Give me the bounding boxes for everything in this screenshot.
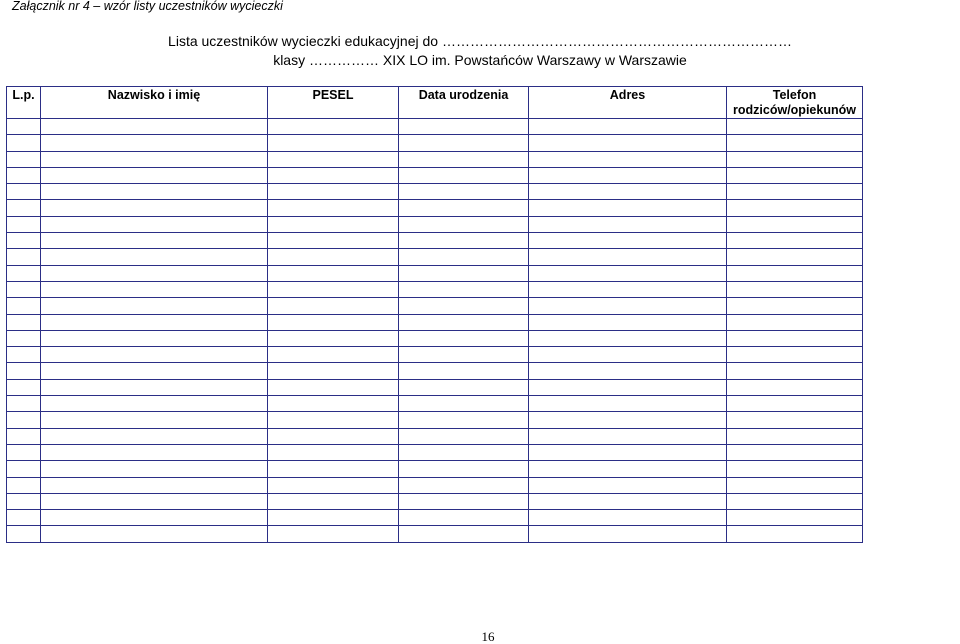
- table-row: [7, 216, 863, 232]
- table-cell[interactable]: [41, 265, 268, 281]
- table-header-row: [7, 87, 863, 119]
- table-cell[interactable]: [529, 347, 727, 363]
- table-cell[interactable]: [41, 493, 268, 509]
- table-cell[interactable]: [529, 216, 727, 232]
- table-cell[interactable]: [529, 396, 727, 412]
- table-cell[interactable]: [399, 233, 529, 249]
- table-cell[interactable]: [7, 233, 41, 249]
- table-cell[interactable]: [727, 428, 863, 444]
- table-cell[interactable]: [41, 200, 268, 216]
- table-cell[interactable]: [529, 135, 727, 151]
- table-cell[interactable]: [7, 265, 41, 281]
- table-row: [7, 298, 863, 314]
- table-cell[interactable]: [41, 396, 268, 412]
- table-row: [7, 314, 863, 330]
- table-cell[interactable]: [268, 167, 399, 183]
- participants-table: [6, 86, 863, 543]
- column-header-birth-date: Data urodzenia: [399, 87, 529, 119]
- table-cell[interactable]: [399, 493, 529, 509]
- table-cell[interactable]: [41, 233, 268, 249]
- table-cell[interactable]: [268, 184, 399, 200]
- table-cell[interactable]: [7, 314, 41, 330]
- table-cell[interactable]: [727, 233, 863, 249]
- table-cell[interactable]: [41, 347, 268, 363]
- table-cell[interactable]: [268, 526, 399, 542]
- column-header-parents-phone: Telefon rodziców/opiekunów: [727, 87, 863, 119]
- table-cell[interactable]: [41, 216, 268, 232]
- table-cell[interactable]: [41, 249, 268, 265]
- table-cell[interactable]: [727, 330, 863, 346]
- table-cell[interactable]: [41, 477, 268, 493]
- table-cell[interactable]: [727, 412, 863, 428]
- table-cell[interactable]: [727, 444, 863, 460]
- table-cell[interactable]: [529, 233, 727, 249]
- table-cell[interactable]: [727, 249, 863, 265]
- table-row: [7, 461, 863, 477]
- table-cell[interactable]: [268, 461, 399, 477]
- table-cell[interactable]: [41, 135, 268, 151]
- table-cell[interactable]: [399, 200, 529, 216]
- table-cell[interactable]: [399, 379, 529, 395]
- table-cell[interactable]: [529, 477, 727, 493]
- table-row: [7, 477, 863, 493]
- table-cell[interactable]: [41, 510, 268, 526]
- table-cell[interactable]: [727, 363, 863, 379]
- table-cell[interactable]: [7, 444, 41, 460]
- table-row: [7, 119, 863, 135]
- table-cell[interactable]: [7, 281, 41, 297]
- table-cell[interactable]: [7, 363, 41, 379]
- table-cell[interactable]: [7, 461, 41, 477]
- table-cell[interactable]: [727, 461, 863, 477]
- table-cell[interactable]: [268, 396, 399, 412]
- table-cell[interactable]: [268, 493, 399, 509]
- table-row: [7, 510, 863, 526]
- table-row: [7, 396, 863, 412]
- table-cell[interactable]: [7, 184, 41, 200]
- table-row: [7, 493, 863, 509]
- table-row: [7, 330, 863, 346]
- table-cell[interactable]: [399, 526, 529, 542]
- table-cell[interactable]: [529, 444, 727, 460]
- table-cell[interactable]: [268, 200, 399, 216]
- table-row: [7, 200, 863, 216]
- table-cell[interactable]: [529, 330, 727, 346]
- table-cell[interactable]: [399, 216, 529, 232]
- table-cell[interactable]: [727, 493, 863, 509]
- table-cell[interactable]: [727, 151, 863, 167]
- table-cell[interactable]: [399, 461, 529, 477]
- table-cell[interactable]: [7, 249, 41, 265]
- table-row: [7, 526, 863, 542]
- table-cell[interactable]: [41, 281, 268, 297]
- table-cell[interactable]: [529, 184, 727, 200]
- table-cell[interactable]: [529, 314, 727, 330]
- table-cell[interactable]: [268, 347, 399, 363]
- table-cell[interactable]: [41, 314, 268, 330]
- table-cell[interactable]: [399, 477, 529, 493]
- table-cell[interactable]: [41, 151, 268, 167]
- table-cell[interactable]: [41, 412, 268, 428]
- table-cell[interactable]: [41, 330, 268, 346]
- table-cell[interactable]: [399, 428, 529, 444]
- table-row: [7, 151, 863, 167]
- table-cell[interactable]: [268, 314, 399, 330]
- table-cell[interactable]: [268, 135, 399, 151]
- table-cell[interactable]: [268, 119, 399, 135]
- table-row: [7, 167, 863, 183]
- class-school-line: klasy …………… XIX LO im. Powstańców Warszawy w Warszawie: [273, 52, 687, 68]
- table-row: [7, 135, 863, 151]
- table-row: [7, 233, 863, 249]
- table-cell[interactable]: [7, 510, 41, 526]
- table-cell[interactable]: [529, 265, 727, 281]
- table-cell[interactable]: [7, 330, 41, 346]
- table-cell[interactable]: [529, 298, 727, 314]
- table-cell[interactable]: [7, 200, 41, 216]
- column-header-name: Nazwisko i imię: [41, 87, 268, 119]
- table-cell[interactable]: [41, 526, 268, 542]
- page-number: 16: [481, 629, 495, 644]
- table-cell[interactable]: [399, 119, 529, 135]
- table-cell[interactable]: [268, 281, 399, 297]
- column-header-pesel: PESEL: [268, 87, 399, 119]
- table-cell[interactable]: [727, 314, 863, 330]
- table-cell[interactable]: [399, 330, 529, 346]
- table-body: [7, 119, 863, 543]
- table-cell[interactable]: [268, 151, 399, 167]
- table-cell[interactable]: [268, 510, 399, 526]
- table-row: [7, 379, 863, 395]
- table-cell[interactable]: [7, 428, 41, 444]
- table-cell[interactable]: [399, 444, 529, 460]
- table-cell[interactable]: [399, 314, 529, 330]
- table-cell[interactable]: [529, 119, 727, 135]
- table-cell[interactable]: [727, 347, 863, 363]
- table-cell[interactable]: [268, 444, 399, 460]
- table-cell[interactable]: [41, 428, 268, 444]
- table-cell[interactable]: [727, 216, 863, 232]
- table-cell[interactable]: [268, 412, 399, 428]
- list-title: Lista uczestników wycieczki edukacyjnej do …………………………………………………………………: [168, 33, 792, 49]
- table-row: [7, 249, 863, 265]
- table-cell[interactable]: [399, 412, 529, 428]
- table-cell[interactable]: [727, 526, 863, 542]
- table-cell[interactable]: [727, 184, 863, 200]
- table-cell[interactable]: [399, 363, 529, 379]
- table-cell[interactable]: [268, 249, 399, 265]
- table-cell[interactable]: [41, 167, 268, 183]
- table-cell[interactable]: [7, 396, 41, 412]
- table-cell[interactable]: [529, 428, 727, 444]
- table-cell[interactable]: [41, 379, 268, 395]
- table-cell[interactable]: [529, 412, 727, 428]
- table-cell[interactable]: [7, 412, 41, 428]
- table-cell[interactable]: [41, 363, 268, 379]
- table-cell[interactable]: [7, 379, 41, 395]
- table-cell[interactable]: [268, 379, 399, 395]
- table-cell[interactable]: [399, 184, 529, 200]
- table-cell[interactable]: [529, 167, 727, 183]
- table-cell[interactable]: [7, 526, 41, 542]
- table-cell[interactable]: [529, 249, 727, 265]
- table-cell[interactable]: [529, 363, 727, 379]
- table-cell[interactable]: [399, 167, 529, 183]
- table-cell[interactable]: [7, 135, 41, 151]
- table-cell[interactable]: [7, 493, 41, 509]
- table-cell[interactable]: [268, 363, 399, 379]
- table-row: [7, 265, 863, 281]
- table-cell[interactable]: [7, 216, 41, 232]
- table-cell[interactable]: [727, 477, 863, 493]
- table-cell[interactable]: [268, 265, 399, 281]
- table-cell[interactable]: [399, 281, 529, 297]
- table-cell[interactable]: [529, 493, 727, 509]
- table-cell[interactable]: [41, 298, 268, 314]
- table-cell[interactable]: [41, 184, 268, 200]
- table-cell[interactable]: [268, 298, 399, 314]
- table-cell[interactable]: [7, 119, 41, 135]
- table-cell[interactable]: [7, 477, 41, 493]
- table-cell[interactable]: [529, 461, 727, 477]
- table-cell[interactable]: [399, 265, 529, 281]
- table-cell[interactable]: [727, 167, 863, 183]
- table-cell[interactable]: [399, 151, 529, 167]
- table-cell[interactable]: [268, 330, 399, 346]
- table-cell[interactable]: [399, 135, 529, 151]
- table-cell[interactable]: [7, 298, 41, 314]
- attachment-label: Załącznik nr 4 – wzór listy uczestników wycieczki: [12, 0, 283, 13]
- table-cell[interactable]: [727, 135, 863, 151]
- table-cell[interactable]: [41, 461, 268, 477]
- table-cell[interactable]: [41, 444, 268, 460]
- table-cell[interactable]: [529, 281, 727, 297]
- table-row: [7, 428, 863, 444]
- table-cell[interactable]: [727, 281, 863, 297]
- table-cell[interactable]: [529, 379, 727, 395]
- table-cell[interactable]: [727, 200, 863, 216]
- table-row: [7, 281, 863, 297]
- table-cell[interactable]: [529, 510, 727, 526]
- table-cell[interactable]: [727, 119, 863, 135]
- table-cell[interactable]: [7, 347, 41, 363]
- table-cell[interactable]: [268, 216, 399, 232]
- table-cell[interactable]: [41, 119, 268, 135]
- table-row: [7, 347, 863, 363]
- table-cell[interactable]: [727, 396, 863, 412]
- table-cell[interactable]: [529, 200, 727, 216]
- table-cell[interactable]: [399, 298, 529, 314]
- table-row: [7, 184, 863, 200]
- table-cell[interactable]: [399, 249, 529, 265]
- table-cell[interactable]: [727, 379, 863, 395]
- table-cell[interactable]: [268, 477, 399, 493]
- table-row: [7, 412, 863, 428]
- table-row: [7, 363, 863, 379]
- table-cell[interactable]: [727, 265, 863, 281]
- table-cell[interactable]: [727, 298, 863, 314]
- table-cell[interactable]: [529, 526, 727, 542]
- table-cell[interactable]: [727, 510, 863, 526]
- table-cell[interactable]: [7, 167, 41, 183]
- column-header-lp: L.p.: [7, 87, 41, 119]
- table-cell[interactable]: [268, 233, 399, 249]
- table-cell[interactable]: [399, 347, 529, 363]
- column-header-address: Adres: [529, 87, 727, 119]
- table-row: [7, 444, 863, 460]
- table-cell[interactable]: [529, 151, 727, 167]
- table-cell[interactable]: [399, 396, 529, 412]
- table-cell[interactable]: [7, 151, 41, 167]
- table-cell[interactable]: [268, 428, 399, 444]
- table-cell[interactable]: [399, 510, 529, 526]
